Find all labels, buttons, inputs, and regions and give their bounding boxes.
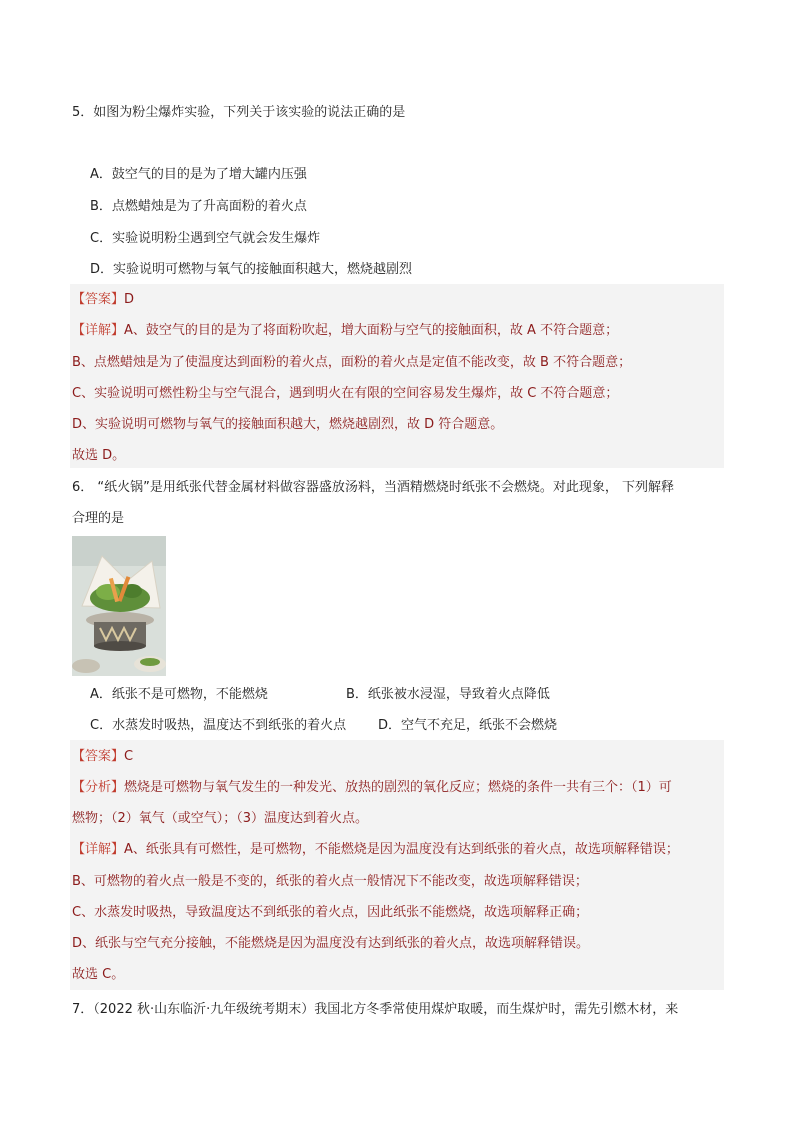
q6-detail-line-4: D、纸张与空气充分接触，不能燃烧是因为温度没有达到纸张的着火点，故选项解释错误。 bbox=[72, 936, 590, 951]
q5-stem: 5．如图为粉尘爆炸实验，下列关于该实验的说法正确的是 bbox=[72, 105, 406, 120]
q5-detail-line-3: C、实验说明可燃性粉尘与空气混合，遇到明火在有限的空间容易发生爆炸，故 C 不符合题意； bbox=[72, 386, 619, 401]
q5-option-d: D．实验说明可燃物与氧气的接触面积越大，燃烧越剧烈 bbox=[90, 262, 413, 277]
q7-stem: 7．（2022 秋·山东临沂·九年级统考期末）我国北方冬季常使用煤炉取暖，而生煤炉时，需先引燃木材，来 bbox=[72, 1002, 679, 1017]
q6-detail-line-1: 【详解】A、纸张具有可燃性，是可燃物，不能燃烧是因为温度没有达到纸张的着火点，故选项解释错误； bbox=[72, 842, 679, 857]
q6-detail-line-5: 故选 C。 bbox=[72, 967, 125, 982]
q6-solution-box bbox=[70, 740, 724, 990]
q5-detail-line-2: B、点燃蜡烛是为了使温度达到面粉的着火点，面粉的着火点是定值不能改变，故 B 不符合题意； bbox=[72, 355, 632, 370]
q6-analysis-line-1: 【分析】燃烧是可燃物与氧气发生的一种发光、放热的剧烈的氧化反应；燃烧的条件一共有三个：（1）可 bbox=[72, 780, 672, 795]
q6-stem-line-2: 合理的是 bbox=[72, 511, 125, 526]
q5-option-c: C．实验说明粉尘遇到空气就会发生爆炸 bbox=[90, 231, 321, 246]
q6-answer-line bbox=[72, 748, 133, 766]
answer-tag: 【答案】 bbox=[72, 292, 125, 307]
q6-analysis-line-2: 燃物；（2）氧气（或空气）；（3）温度达到着火点。 bbox=[72, 811, 369, 826]
detail-tag: 【详解】 bbox=[72, 323, 125, 338]
q5-answer: D bbox=[124, 292, 135, 307]
detail-tag: 【详解】 bbox=[72, 842, 125, 857]
q5-answer-line bbox=[72, 291, 134, 309]
q6-option-b: B．纸张被水浸湿，导致着火点降低 bbox=[346, 687, 550, 702]
q6-option-c: C．水蒸发时吸热，温度达不到纸张的着火点 bbox=[90, 718, 347, 733]
q6-detail-line-2: B、可燃物的着火点一般是不变的，纸张的着火点一般情况下不能改变，故选项解释错误； bbox=[72, 874, 588, 889]
q6-option-a: A．纸张不是可燃物，不能燃烧 bbox=[90, 687, 268, 702]
paper-hotpot-photo bbox=[72, 536, 166, 676]
q5-solution-box bbox=[70, 284, 724, 468]
q5-detail-line-5: 故选 D。 bbox=[72, 448, 126, 463]
q5-option-b: B．点燃蜡烛是为了升高面粉的着火点 bbox=[90, 199, 307, 214]
q6-detail-line-3: C、水蒸发时吸热，导致温度达不到纸张的着火点，因此纸张不能燃烧，故选项解释正确； bbox=[72, 905, 589, 920]
q6-stem-line-1: 6． “纸火锅”是用纸张代替金属材料做容器盛放汤料，当酒精燃烧时纸张不会燃烧。对此现象， 下列解释 bbox=[72, 480, 675, 495]
q5-detail-line-4: D、实验说明可燃物与氧气的接触面积越大，燃烧越剧烈，故 D 符合题意。 bbox=[72, 417, 504, 432]
answer-tag: 【答案】 bbox=[72, 749, 125, 764]
q5-detail-line-1: 【详解】A、鼓空气的目的是为了将面粉吹起，增大面粉与空气的接触面积，故 A 不符合题意； bbox=[72, 323, 619, 338]
q5-option-a: A．鼓空气的目的是为了增大罐内压强 bbox=[90, 167, 307, 182]
analysis-tag: 【分析】 bbox=[72, 780, 125, 795]
q6-option-d: D．空气不充足，纸张不会燃烧 bbox=[378, 718, 558, 733]
q6-answer: C bbox=[124, 749, 134, 764]
hotpot-illustration bbox=[72, 536, 166, 676]
